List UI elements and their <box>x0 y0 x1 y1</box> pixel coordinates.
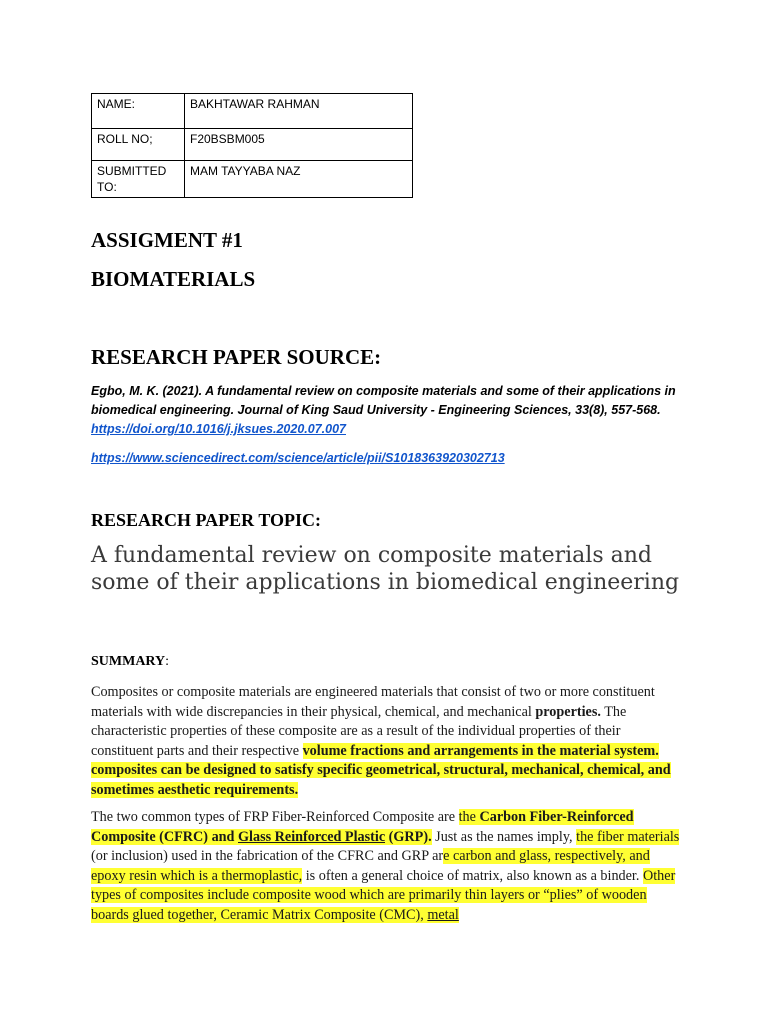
sciencedirect-link[interactable]: https://www.sciencedirect.com/science/article/pii/S1018363920302713 <box>91 451 505 465</box>
p2-text-1: The two common types of FRP Fiber-Reinforced Composite are <box>91 809 459 825</box>
name-value: BAKHTAWAR RAHMAN <box>185 94 413 129</box>
p2-highlight-5: the fiber materials <box>576 828 680 845</box>
p2-highlight-1: the <box>458 809 480 825</box>
p2-highlight-8: metal <box>427 906 459 923</box>
submitted-to-label: SUBMITTED TO: <box>92 161 185 198</box>
submitted-to-value: MAM TAYYABA NAZ <box>185 161 413 198</box>
p1-text-3: The characteristic properties of these composite are as a result of the individual properties of their constituent parts and their respective <box>91 703 627 759</box>
p2-text-3: (or inclusion) used in the fabrication of the CFRC and GRP ar <box>91 848 444 864</box>
summary-paragraph-1 <box>91 683 683 800</box>
source-heading: RESEARCH PAPER SOURCE: <box>91 345 382 369</box>
citation-text: Egbo, M. K. (2021). A fundamental review on composite materials and some of their applications in biomedical engineering. Journal of King Saud University - Engineering Sciences, 33(8), 557-568. <box>91 384 676 417</box>
table-row <box>92 129 413 161</box>
roll-label: ROLL NO; <box>92 129 185 161</box>
summary-colon: : <box>165 654 170 669</box>
p1-text-1: Composites or composite materials are engineered materials that consist of two or more constituent materials with wide discrepancies in their physical, chemical, and mechanical <box>91 684 655 720</box>
summary-label: SUMMARY <box>91 654 166 669</box>
p2-highlight-7: Other types of composites include composite wood which are primarily thin layers or “plies” of wooden boards glued together, Ceramic Matrix Composite (CMC), <box>91 867 676 923</box>
p1-highlight-1: volume fractions and arrangements in the material system. composites can be designed to satisfy specific geometrical, structural, mechanical, chemical, and sometimes aesthetic requirements. <box>91 742 671 798</box>
p2-text-2: Just as the names imply, <box>431 828 577 845</box>
summary-heading <box>91 653 169 671</box>
doi-link[interactable]: https://doi.org/10.1016/j.jksues.2020.07.007 <box>91 422 346 436</box>
table-row <box>92 161 413 198</box>
summary-paragraph-2 <box>91 808 683 925</box>
p1-text-2: properties. <box>535 703 601 720</box>
name-label: NAME: <box>92 94 185 129</box>
p2-highlight-2: Carbon Fiber-Reinforced Composite (CFRC) and <box>91 809 634 845</box>
course-heading: BIOMATERIALS <box>91 267 256 291</box>
student-info-table <box>91 93 413 198</box>
assignment-heading: ASSIGMENT #1 <box>91 228 243 252</box>
citation <box>91 382 691 439</box>
roll-value: F20BSBM005 <box>185 129 413 161</box>
paper-title: A fundamental review on composite materials and some of their applications in biomedical engineering <box>91 543 680 595</box>
p2-highlight-6: e carbon and glass, respectively, and epoxy resin which is a thermoplastic, <box>91 848 650 884</box>
p2-highlight-4: (GRP). <box>385 828 432 845</box>
p2-highlight-3: Glass Reinforced Plastic <box>238 828 386 845</box>
table-row <box>92 94 413 129</box>
p2-text-4: is often a general choice of matrix, also known as a binder. <box>302 867 643 884</box>
topic-heading: RESEARCH PAPER TOPIC: <box>91 510 322 530</box>
